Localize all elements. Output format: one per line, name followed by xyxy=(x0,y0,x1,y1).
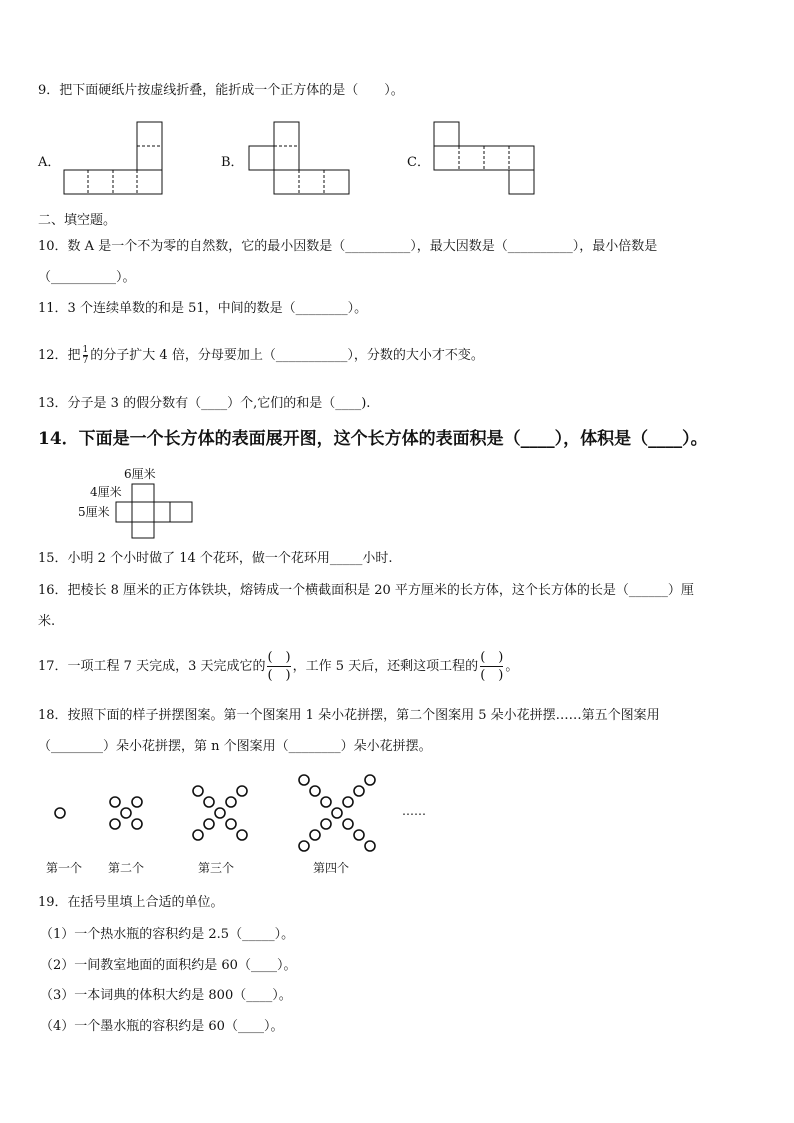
cube-net-b xyxy=(249,122,351,196)
question-19-item-4: （4）一个墨水瓶的容积约是 60（____）。 xyxy=(40,1019,284,1034)
flower-circle xyxy=(237,830,247,840)
flower-circle xyxy=(110,797,120,807)
question-12-post: 的分子扩大 4 倍，分母要加上（___________），分数的大小才不变。 xyxy=(90,348,484,363)
flower-circle xyxy=(365,775,375,785)
caption-second: 第二个 xyxy=(108,861,145,875)
blank-fraction-2[interactable] xyxy=(480,650,503,683)
question-18-line2: （________）朵小花拼摆，第 n 个图案用（________）朵小花拼摆。 xyxy=(38,739,432,754)
question-16-line2: 米. xyxy=(38,614,56,629)
question-10-line2: （__________）。 xyxy=(38,270,136,285)
flower-circle xyxy=(204,797,214,807)
flower-circle xyxy=(132,819,142,829)
flower-circle xyxy=(299,775,309,785)
fraction-one-seventh xyxy=(83,346,89,365)
flower-circle xyxy=(226,797,236,807)
option-a-label: A． xyxy=(38,155,61,170)
question-15: 15．小明 2 个小时做了 14 个花环，做一个花环用_____小时. xyxy=(38,551,393,566)
fraction-numerator: 1 xyxy=(82,345,89,355)
label-6cm: 6厘米 xyxy=(124,467,156,481)
question-19-title: 19．在括号里填上合适的单位。 xyxy=(38,895,224,910)
flower-circle xyxy=(237,786,247,796)
question-12 xyxy=(38,346,484,365)
label-5cm: 5厘米 xyxy=(78,505,110,519)
cube-net-a xyxy=(64,122,164,196)
blank-numerator: ( ) xyxy=(267,650,291,665)
flower-circle xyxy=(365,841,375,851)
flower-circle xyxy=(215,808,225,818)
flower-circle xyxy=(55,808,65,818)
fraction-denominator: 7 xyxy=(82,356,89,366)
flower-circle xyxy=(321,797,331,807)
flower-circle xyxy=(110,819,120,829)
question-13: 13．分子是 3 的假分数有（____）个,它们的和是（____). xyxy=(38,396,371,411)
flower-circle xyxy=(343,797,353,807)
blank-denominator: ( ) xyxy=(480,668,504,683)
cuboid-net xyxy=(116,484,196,540)
flower-circle xyxy=(321,819,331,829)
caption-first: 第一个 xyxy=(46,861,83,875)
question-17-part2: ，工作 5 天后，还剩这项工程的 xyxy=(292,659,479,674)
flower-circle xyxy=(354,786,364,796)
question-10-line1: 10．数 A 是一个不为零的自然数，它的最小因数是（__________），最大因数是（__________），最小倍数是 xyxy=(38,239,658,254)
blank-numerator: ( ) xyxy=(480,650,504,665)
flower-circle xyxy=(332,808,342,818)
caption-fourth: 第四个 xyxy=(313,861,350,875)
label-4cm: 4厘米 xyxy=(90,485,122,499)
flower-patterns xyxy=(0,770,794,860)
blank-fraction-1[interactable] xyxy=(267,650,290,683)
flower-circle xyxy=(354,830,364,840)
blank-denominator: ( ) xyxy=(267,668,291,683)
question-17-part3: 。 xyxy=(505,659,519,674)
option-c-label: C． xyxy=(407,155,430,170)
question-19-item-1: （1）一个热水瓶的容积约是 2.5（_____）。 xyxy=(40,927,295,942)
flower-circle xyxy=(226,819,236,829)
flower-circle xyxy=(193,830,203,840)
section-heading: 二、填空题。 xyxy=(38,213,117,228)
question-19-item-3: （3）一本词典的体积大约是 800（____）。 xyxy=(40,988,292,1003)
question-9: 9．把下面硬纸片按虚线折叠，能折成一个正方体的是（ ）。 xyxy=(38,83,404,98)
question-19-item-2: （2）一间教室地面的面积约是 60（____）。 xyxy=(40,958,297,973)
question-16-line1: 16．把棱长 8 厘米的正方体铁块，熔铸成一个横截面积是 20 平方厘米的长方体，这个长方体的长是（______）厘 xyxy=(38,583,694,598)
question-17 xyxy=(38,645,518,689)
question-17-part1: 17．一项工程 7 天完成，3 天完成它的 xyxy=(38,659,266,674)
flower-circle xyxy=(204,819,214,829)
flower-circle xyxy=(132,797,142,807)
question-18-line1: 18．按照下面的样子拼摆图案。第一个图案用 1 朵小花拼摆，第二个图案用 5 朵小花拼摆……第五个图案用 xyxy=(38,708,660,723)
question-11: 11．3 个连续单数的和是 51，中间的数是（________）。 xyxy=(38,301,368,316)
caption-third: 第三个 xyxy=(198,861,235,875)
question-14: 14．下面是一个长方体的表面展开图，这个长方体的表面积是（____），体积是（____）。 xyxy=(38,429,708,449)
flower-circle xyxy=(343,819,353,829)
flower-circle xyxy=(121,808,131,818)
question-12-pre: 12．把 xyxy=(38,348,81,363)
cube-net-c xyxy=(434,122,536,196)
flower-circle xyxy=(193,786,203,796)
pattern-ellipsis: …… xyxy=(402,804,426,818)
flower-circle xyxy=(310,786,320,796)
flower-circle xyxy=(310,830,320,840)
flower-circle xyxy=(299,841,309,851)
option-b-label: B． xyxy=(221,155,244,170)
